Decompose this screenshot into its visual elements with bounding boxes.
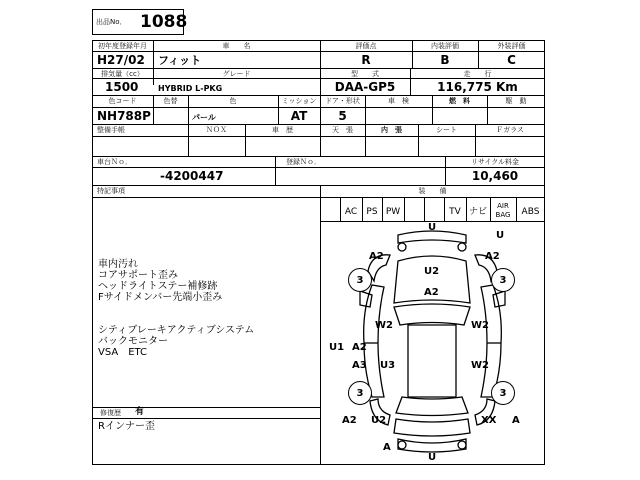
equipment-ps: PS [366,207,378,217]
mark-u-bottom: U [428,452,437,463]
seat-header: シート [436,126,457,134]
repair-value: 有 [135,407,145,417]
note-line-6: シティブレーキアクティブシステム [98,325,255,336]
drive-header: 駆 動 [505,97,527,105]
model-value: DAA-GP5 [334,80,396,94]
equipment-navi: ナビ [468,207,487,217]
repair-header: 修復歴 [100,409,121,417]
tire-front-right: 3 [491,268,515,292]
score-header: 評価点 [355,42,377,50]
mileage-header: 走 行 [463,70,492,78]
model-header: 型 式 [351,70,379,78]
equipment-tv: TV [449,207,461,217]
recycle-value: 10,460 [471,169,519,183]
int-grade-header: 内装評価 [431,42,459,50]
tire-front-left: 3 [348,268,372,292]
mark-u3: U3 [380,360,396,371]
color-value: パール [192,113,216,122]
tire-rear-left: 3 [348,381,372,405]
mission-header: ミッション [281,97,317,105]
mark-u1: U1 [329,342,345,353]
mark-a2-front-right: A2 [485,251,500,262]
mark-a2-rear: A2 [342,415,357,426]
note-line-4: Fサイドメンバー先端小歪み [98,292,223,303]
color-code-value: NH788P [97,109,151,123]
mark-a-right: A [512,415,520,426]
tire-rear-right: 3 [491,381,515,405]
mark-u2-rear: U2 [371,415,387,426]
mark-a2-hood: A2 [424,287,439,298]
mark-w2-front-right: W2 [471,320,489,331]
reg-no-header: 登録Ｎｏ． [286,158,321,166]
equipment-ac: AC [344,207,358,217]
grade-header: グレード [222,70,251,78]
manual-header: 整備手帳 [97,126,125,134]
note-line-8: VSA ETC [98,347,148,358]
equipment-pw: PW [385,207,401,217]
fglass-header: Ｆガラス [496,126,524,134]
note-line-3: ヘッドライトステー補修跡 [98,281,218,292]
mark-a2-front-left: A2 [369,251,384,262]
color-code-header: 色コード [108,97,137,105]
ext-grade-value: C [507,53,516,67]
color-no-header: 色替 [163,97,178,105]
repair-note: Rインナー歪 [98,421,155,432]
equipment-blank-1 [404,205,424,219]
listing-number: 1088 [140,12,188,32]
doors-value: 5 [338,109,347,123]
equipment-blank-2 [424,205,444,219]
note-line-2: コアサポート歪み [98,270,178,281]
year-header: 初年度登録年月 [98,42,147,50]
interior-header: 内 張 [381,126,402,134]
mark-w2-rear-right: W2 [471,360,489,371]
mark-u-front: U [428,222,437,233]
history-header: 車 歴 [272,126,293,134]
name-header: 車 名 [222,42,251,50]
int-grade-value: B [440,53,450,67]
displacement-header: 排気量（cc） [101,70,144,78]
doors-header: ドア・形状 [325,97,360,105]
mark-xx: XX [481,415,497,426]
equipment-header: 装 備 [418,187,447,195]
equipment-airbag: AIR BAG [495,202,511,219]
grade-value: HYBRID L-PKG [158,84,223,93]
mark-u2-hood: U2 [424,266,440,277]
score-value: R [361,53,371,67]
mark-a3: A3 [352,360,367,371]
color-header: 色 [229,97,237,105]
nox-header: ＮＯＸ [206,126,227,134]
displacement-value: 1500 [105,80,139,94]
roof-header: 天 張 [332,126,353,134]
mark-a-bottom: A [383,442,391,453]
listing-label: 出品No． [96,18,127,26]
note-line-1: 車内汚れ [98,259,138,270]
year-value: H27/02 [97,53,145,67]
chassis-value: -4200447 [160,169,224,183]
mileage-value: 116,775 Km [437,80,518,94]
equipment-abs: ABS [521,207,540,217]
special-header: 特記事項 [97,187,125,195]
inspection-header: 車 検 [388,97,409,105]
mark-a2-left: A2 [352,342,367,353]
mark-u-corner: U [496,230,505,241]
name-value: フィット [158,54,202,67]
mission-value: AT [290,109,308,123]
fuel-header: 燃 料 [449,97,470,105]
mark-w2-front-left: W2 [375,320,393,331]
ext-grade-header: 外装評価 [497,42,526,50]
chassis-header: 車台Ｎｏ． [97,158,132,166]
note-line-7: バックモニター [98,336,168,347]
recycle-header: リサイクル料金 [470,158,520,166]
